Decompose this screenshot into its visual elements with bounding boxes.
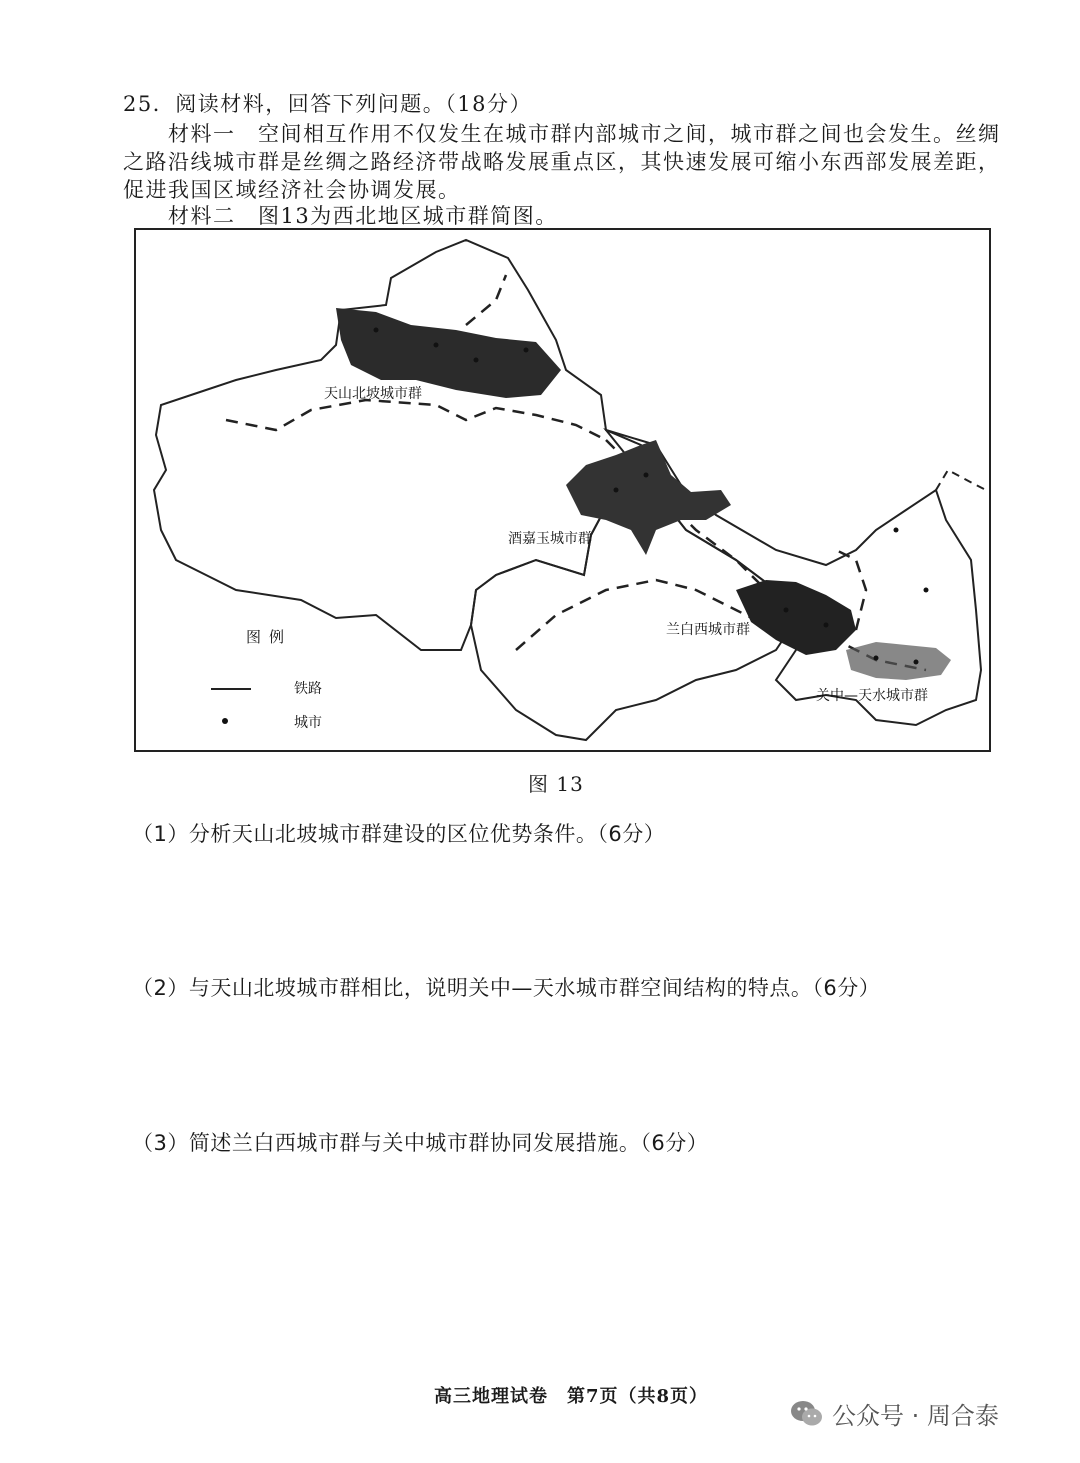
legend-railway-symbol [211,688,251,690]
label-guanzhong-cluster: 关中—天水城市群 [816,688,928,704]
legend-city-label: 城市 [294,715,322,731]
northwest-map [134,228,991,752]
question-header: 25．阅读材料，回答下列问题。（18分） [123,92,532,116]
material2-line: 材料二 图13为西北地区城市群简图。 [168,204,558,228]
legend-city-symbol [222,718,228,724]
material1-line1: 材料一 空间相互作用不仅发生在城市群内部城市之间，城市群之间也会发生。丝绸 [168,122,1001,146]
cluster-guanzhong-shape [846,642,951,680]
page-footer: 高三地理试卷 第7页（共8页） [434,1386,709,1407]
material1-line2: 之路沿线城市群是丝绸之路经济带战略发展重点区，其快速发展可缩小东西部发展差距， [123,150,1001,174]
watermark [790,1396,999,1431]
legend-railway-label: 铁路 [294,681,322,697]
wechat-icon [790,1399,824,1429]
cluster-lanbai-shape [736,580,856,655]
legend-title: 图例 [246,628,293,646]
figure-caption: 图 13 [528,772,584,796]
subquestion-3: （3）简述兰白西城市群与关中城市群协同发展措施。（6分） [132,1131,709,1155]
label-lanbai-cluster: 兰白西城市群 [666,622,750,638]
map-graphic [136,230,989,750]
label-tianshan-cluster: 天山北坡城市群 [324,386,422,402]
watermark-text: 公众号 · 周合泰 [832,1402,999,1430]
subquestion-2: （2）与天山北坡城市群相比，说明关中—天水城市群空间结构的特点。（6分） [132,976,881,1000]
xinjiang-boundary [154,240,656,650]
subquestion-1: （1）分析天山北坡城市群建设的区位优势条件。（6分） [132,822,666,846]
material1-line3: 促进我国区域经济社会协调发展。 [123,178,461,202]
label-jiuquan-cluster: 酒嘉玉城市群 [508,531,592,547]
